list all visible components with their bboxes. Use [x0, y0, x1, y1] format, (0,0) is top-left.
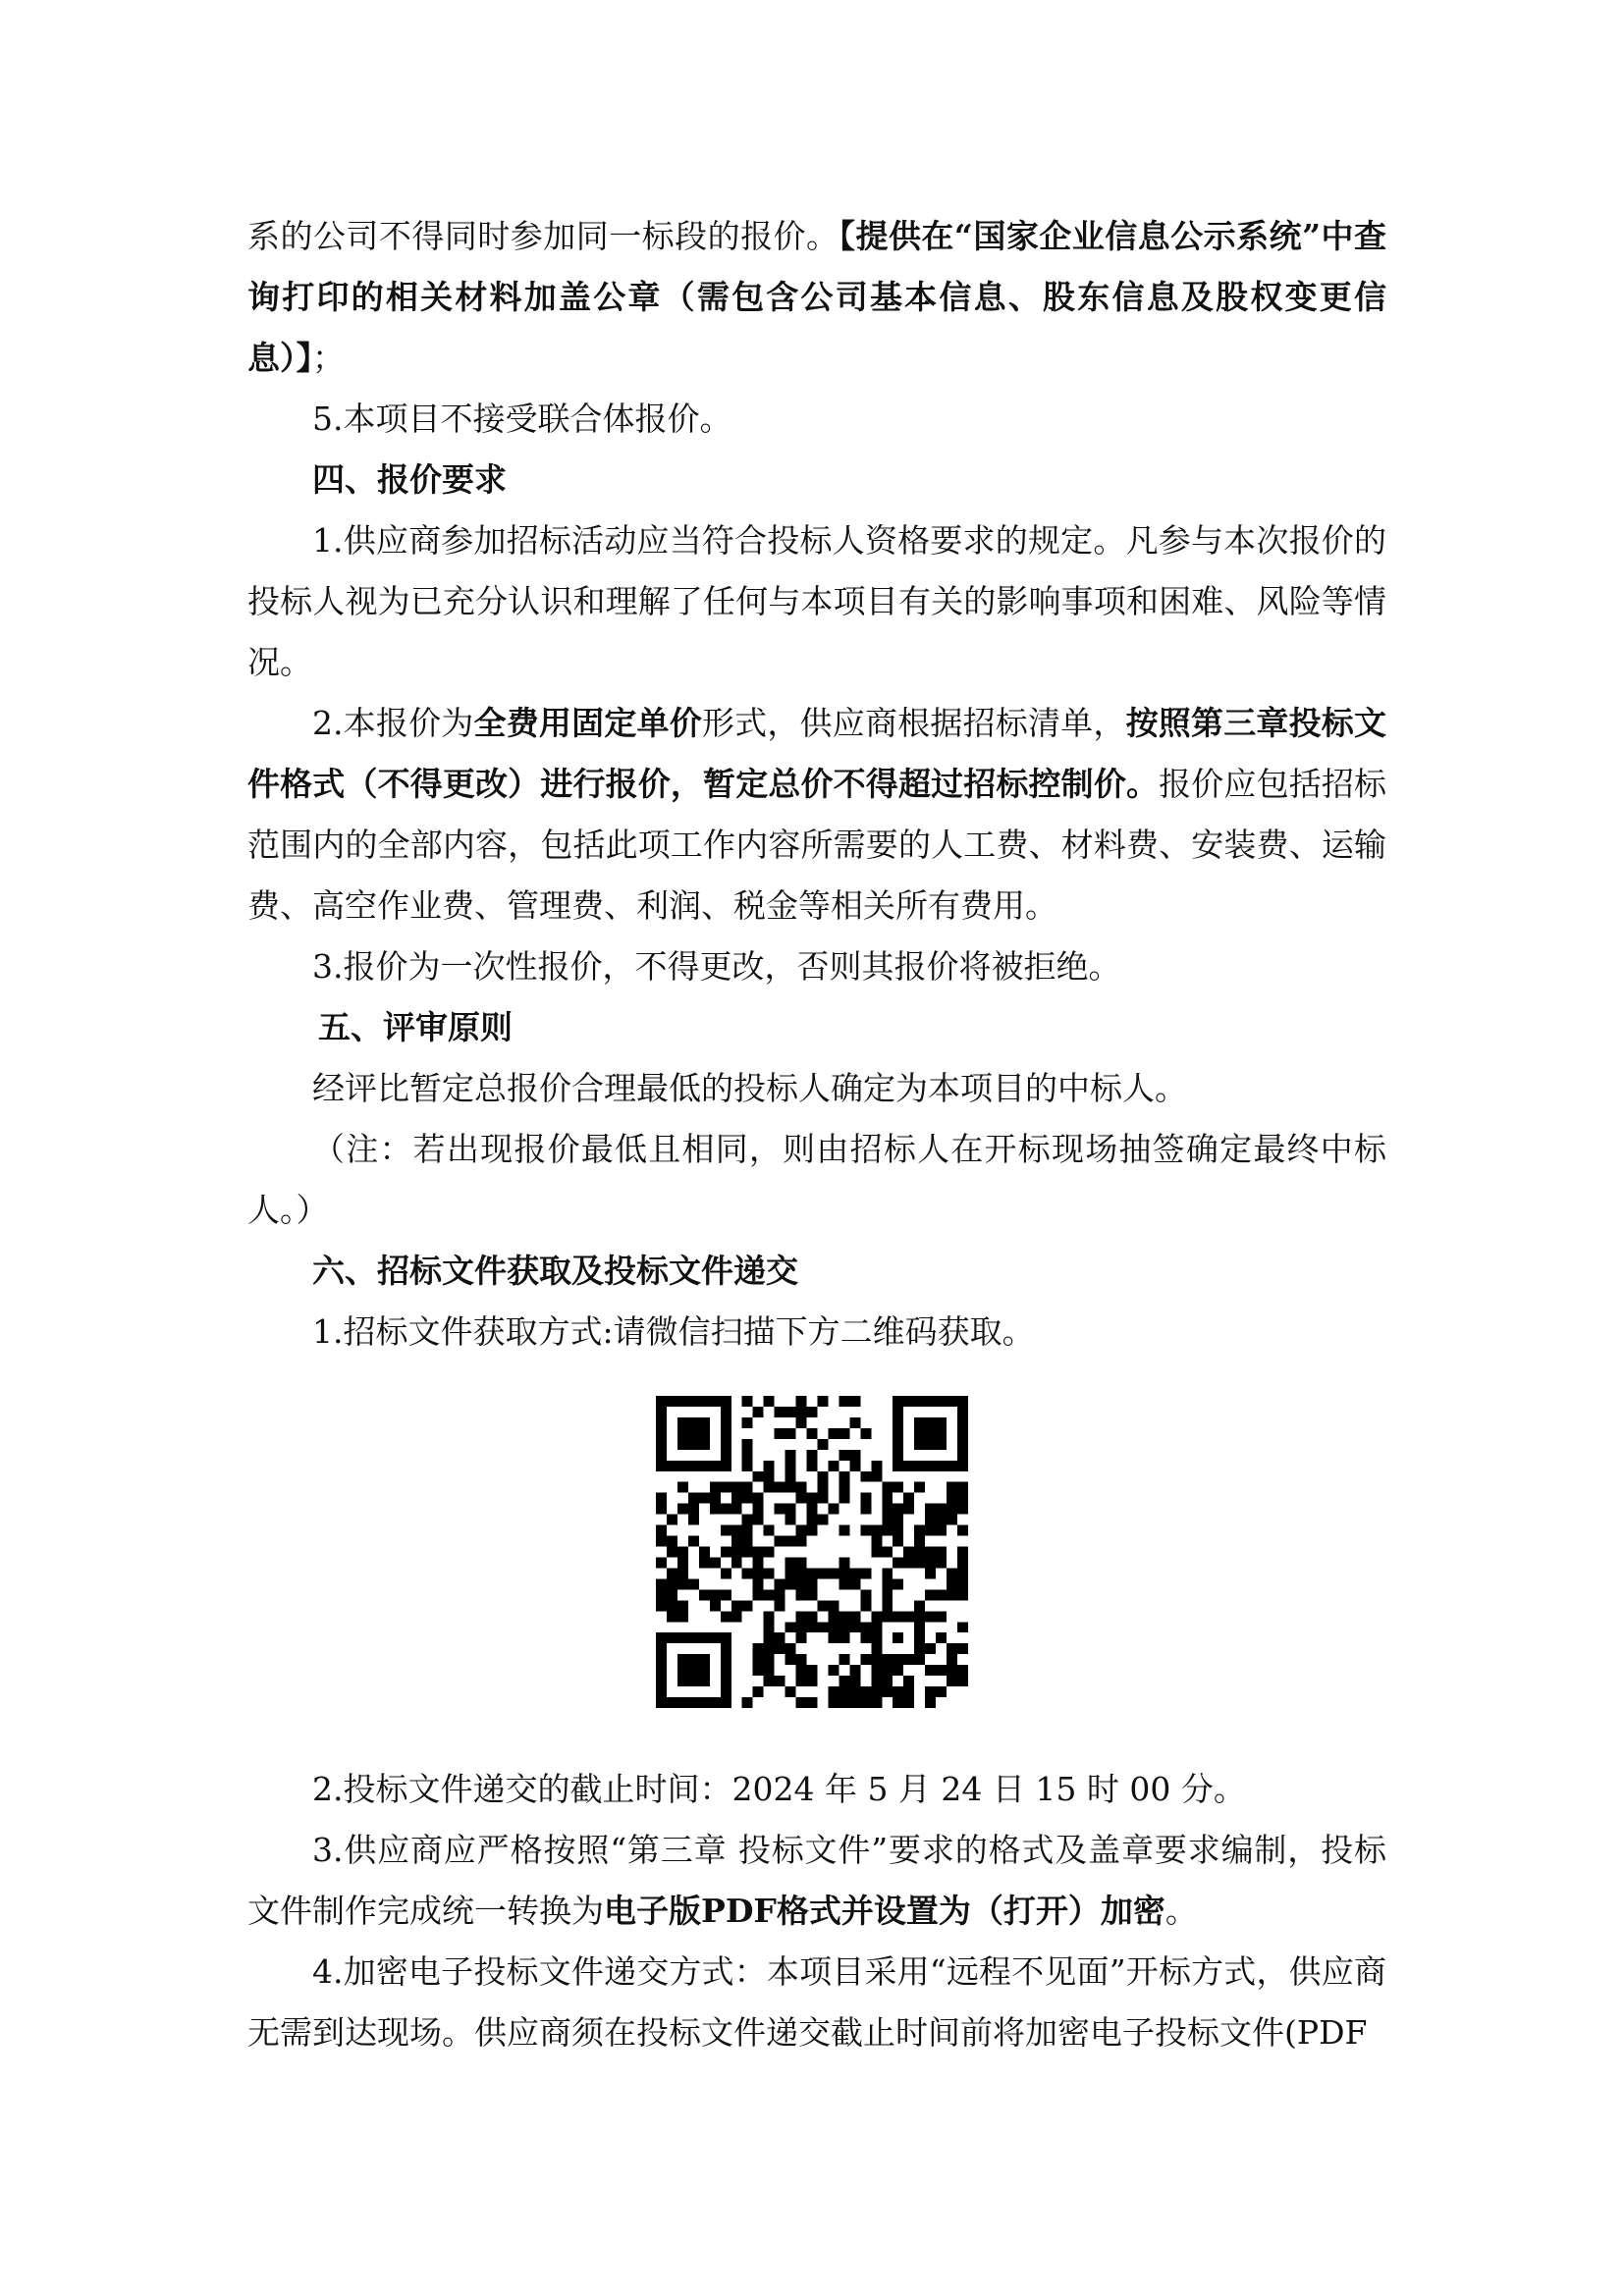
section-6-item-2: 2.投标文件递交的截止时间：2024 年 5 月 24 日 15 时 00 分。 — [312, 1770, 1246, 1808]
document-body — [247, 206, 1386, 2063]
text-run: 报价应包括招标范围内的全部内容，包括此项工作内容所需要的人工费、材料费、安装费、运输费、高空作业费、管理费、利润、税金等相关所有费用。 — [247, 765, 1387, 925]
text-run: ； — [312, 339, 345, 377]
section-4-item-3: 3.报价为一次性报价，不得更改，否则其报价将被拒绝。 — [312, 947, 1121, 986]
paragraph-continuation — [247, 206, 1386, 389]
section-heading-6: 六、招标文件获取及投标文件递交 — [312, 1252, 798, 1290]
section-5-text: 经评比暂定总报价合理最低的投标人确定为本项目的中标人。 — [312, 1069, 1187, 1107]
text-run: 2.本报价为 — [312, 704, 474, 742]
bold-text-run: 按照第三章投标文件格式（不得更改）进行报价，暂定总价不得超过招标控制价。 — [247, 704, 1386, 803]
bold-text-run: 【提供在“国家企业信息公示系统”中查询打印的相关材料加盖公章（需包含公司基本信息、股东信息及股权变更信息）】 — [247, 217, 1387, 377]
item-5: 5.本项目不接受联合体报价。 — [312, 400, 732, 438]
text-run: 形式，供应商根据招标清单， — [701, 704, 1126, 742]
section-4-item-2 — [247, 693, 1386, 936]
bold-text-run: 电子版PDF格式并设置为（打开）加密 — [604, 1892, 1165, 1930]
section-4-item-1: 1.供应商参加招标活动应当符合投标人资格要求的规定。凡参与本次报价的投标人视为已充分认识和理解了任何与本项目有关的影响事项和困难、风险等情况。 — [247, 521, 1386, 681]
qr-code-icon — [656, 1396, 968, 1708]
text-run: 。 — [1164, 1892, 1198, 1930]
text-run: 3.供应商应严格按照“第三章 投标文件”要求的格式及盖章要求编制，投标文件制作完成统一转换为 — [247, 1831, 1386, 1930]
section-heading-4: 四、报价要求 — [312, 460, 507, 499]
section-6-item-1: 1.招标文件获取方式:请微信扫描下方二维码获取。 — [312, 1312, 1035, 1351]
section-heading-5: 五、评审原则 — [318, 1008, 513, 1046]
section-6-item-3 — [247, 1820, 1386, 1942]
qr-code-container — [247, 1396, 1386, 1720]
text-run: 系的公司不得同时参加同一标段的报价。 — [247, 217, 839, 255]
bold-text-run: 全费用固定单价 — [473, 704, 702, 742]
section-6-item-4: 4.加密电子投标文件递交方式：本项目采用“远程不见面”开标方式，供应商无需到达现场。供应商须在投标文件递交截止时间前将加密电子投标文件(PDF — [247, 1952, 1386, 2052]
section-5-note: （注：若出现报价最低且相同，则由招标人在开标现场抽签确定最终中标人。） — [247, 1130, 1386, 1229]
